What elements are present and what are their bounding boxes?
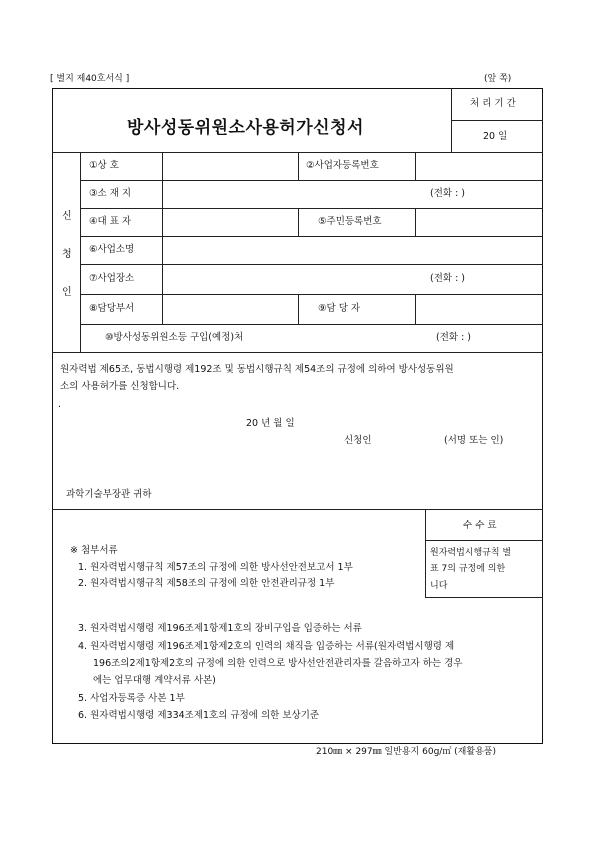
- statement-dot: .: [58, 399, 62, 410]
- department-field[interactable]: [163, 295, 297, 323]
- attachment-item-4: 4. 원자력법시행령 제196조제1항제2호의 인력의 채직을 입증하는 서류(원자력법시행령 제: [78, 641, 455, 652]
- fee-line-2: 표 7의 규정에 의한: [430, 564, 506, 574]
- label-workplace: ⑦사업장소: [89, 273, 135, 284]
- attachments-heading: ※ 첨부서류: [70, 545, 118, 556]
- purchase-source-field[interactable]: [290, 325, 430, 351]
- attachment-item-4-cont-2: 에는 업무대행 계약서류 사본): [93, 675, 216, 686]
- location-field[interactable]: [163, 181, 423, 207]
- processing-period-label: 처 리 기 간: [470, 98, 516, 109]
- applicant-signature-field[interactable]: [378, 431, 440, 449]
- form-title: 방사성동위원소사용허가신청서: [127, 118, 364, 138]
- location-phone: (전화 : ): [430, 188, 466, 199]
- page-side-label: (앞 쪽): [484, 74, 512, 84]
- contact-person-field[interactable]: [416, 295, 542, 323]
- purchase-source-phone: (전화 : ): [436, 332, 472, 343]
- office-name-field[interactable]: [163, 237, 542, 263]
- form-number: [ 별지 제40호서식 ]: [50, 74, 130, 84]
- label-department: ⑧담당부서: [89, 303, 135, 314]
- representative-field[interactable]: [163, 209, 297, 235]
- fee-line-3: 니다: [430, 581, 448, 591]
- attachment-item-5: 5. 사업자등록증 사본 1부: [78, 693, 185, 704]
- label-business-reg-number: ②사업자등록번호: [306, 160, 379, 171]
- business-reg-number-field[interactable]: [416, 153, 542, 179]
- workplace-field[interactable]: [163, 265, 423, 293]
- attachment-item-4-cont-1: 196조의2제1항제2호의 규정에 의한 인력으로 방사선안전관리자를 갈음하고자 하는 경우: [93, 658, 463, 669]
- label-purchase-source: ⑩방사성동위원소등 구입(예정)처: [105, 332, 244, 343]
- attachment-item-6: 6. 원자력법시행령 제334조제1호의 규정에 의한 보상기준: [78, 710, 320, 721]
- label-location: ③소 재 지: [89, 188, 132, 199]
- label-business-name: ①상 호: [89, 160, 119, 171]
- attachment-item-3: 3. 원자력법시행령 제196조제1항제1호의 장비구입을 입증하는 서류: [78, 623, 362, 634]
- fee-line-1: 원자력법시행규칙 별: [430, 548, 512, 558]
- signature-note: (서명 또는 인): [444, 435, 504, 446]
- attachment-item-2: 2. 원자력법시행규칙 제58조의 규정에 의한 안전관리규정 1부: [78, 578, 335, 589]
- label-contact-person: ⑨담 당 자: [318, 303, 361, 314]
- applicant-side-char-1: 신: [62, 211, 72, 222]
- attachment-item-1: 1. 원자력법시행규칙 제57조의 규정에 의한 방사선안전보고서 1부: [78, 562, 353, 573]
- workplace-phone: (전화 : ): [430, 273, 466, 284]
- applicant-side-char-2: 청: [62, 249, 72, 260]
- processing-period-value: 20 일: [483, 131, 508, 142]
- applicant-side-char-3: 인: [62, 287, 72, 298]
- label-office-name: ⑥사업소명: [89, 244, 135, 255]
- resident-reg-number-field[interactable]: [416, 209, 542, 235]
- statement-line-1: 원자력법 제65조, 동법시행령 제192조 및 동법시행규칙 제54조의 규정에 의하여 방사성동위원: [60, 364, 454, 375]
- statement-line-2: 소의 사용허가를 신청합니다.: [60, 381, 180, 392]
- business-name-field[interactable]: [163, 153, 297, 179]
- applicant-label: 신청인: [344, 435, 372, 446]
- addressee: 과학기술부장관 귀하: [66, 489, 152, 500]
- fee-label: 수 수 료: [463, 520, 497, 531]
- paper-spec-footer: 210㎜ × 297㎜ 일반용지 60g/㎡ (재활용품): [316, 747, 496, 757]
- label-resident-reg-number: ⑤주민등록번호: [318, 216, 382, 227]
- label-representative: ④대 표 자: [89, 216, 132, 227]
- application-date: 20 년 월 일: [246, 418, 295, 429]
